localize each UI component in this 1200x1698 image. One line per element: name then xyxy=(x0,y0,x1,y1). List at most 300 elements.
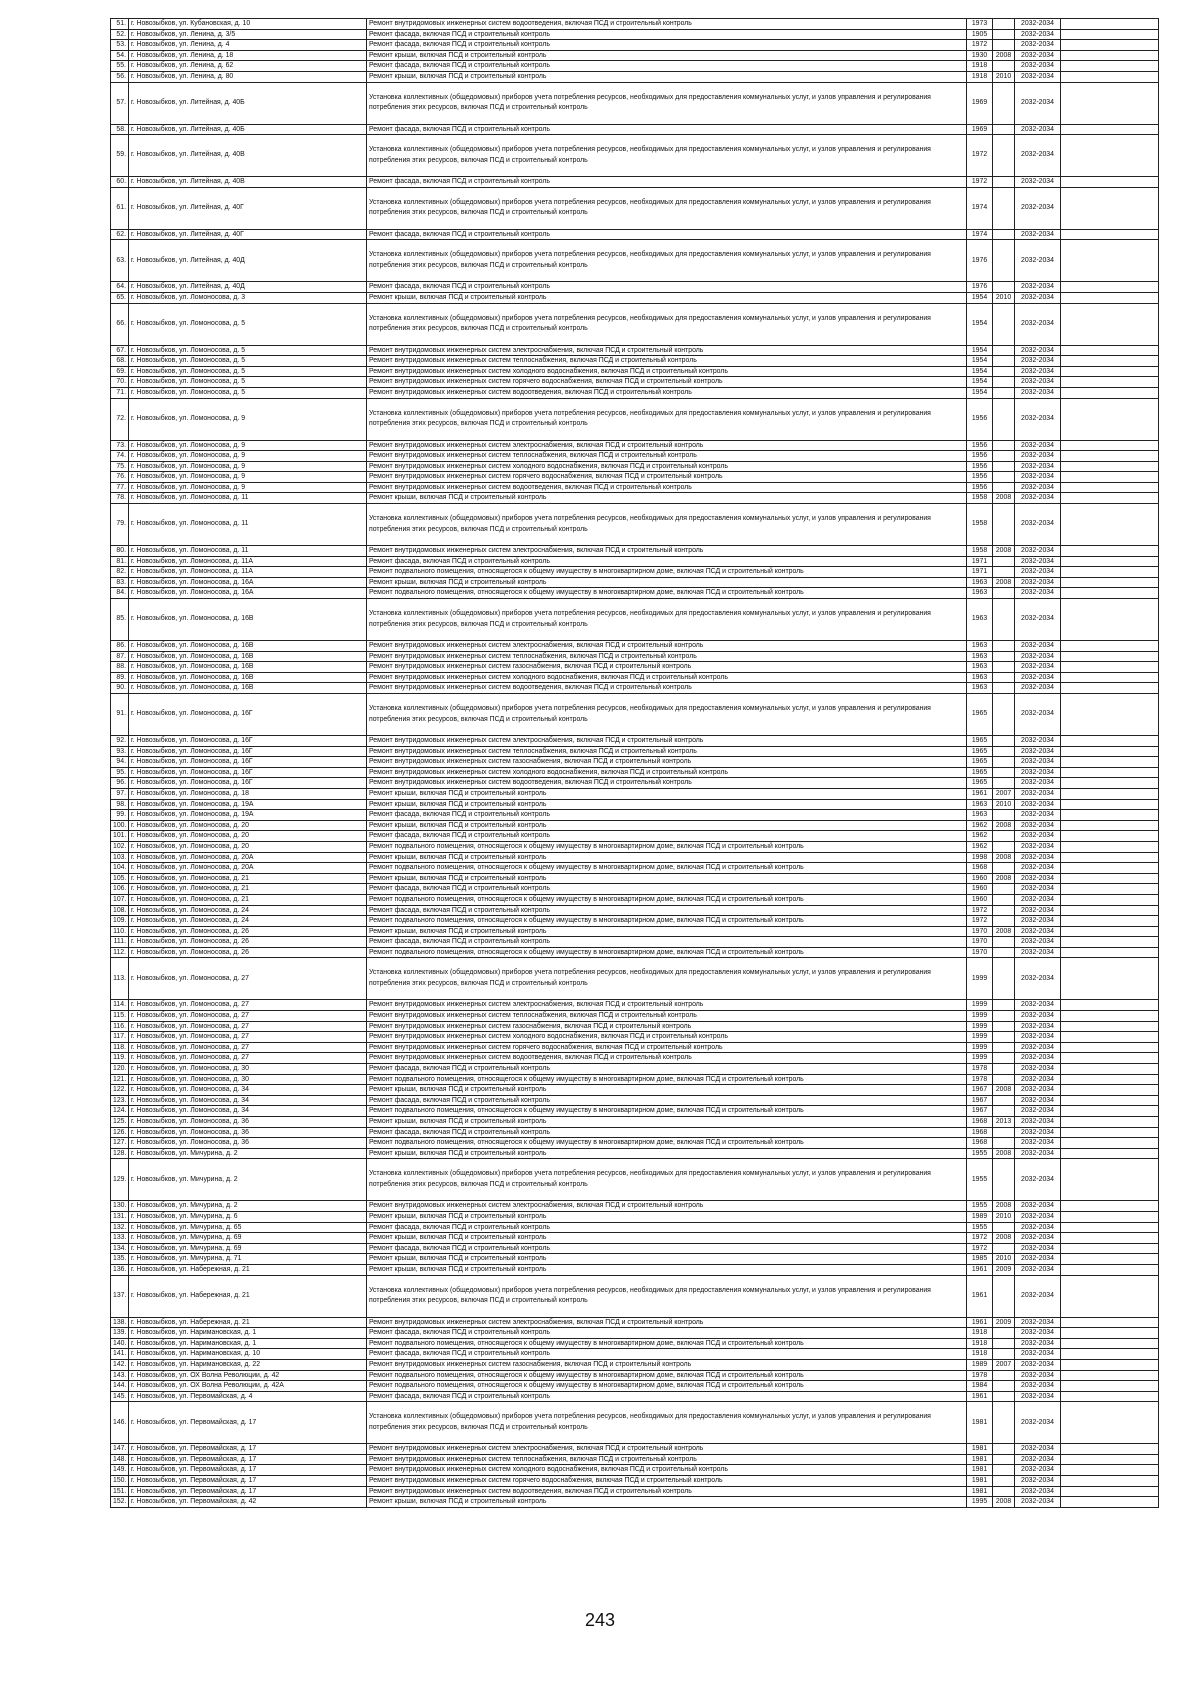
row-planned-period: 2032-2034 xyxy=(1015,1159,1061,1201)
row-last-repair-year xyxy=(993,683,1015,694)
row-work-type: Ремонт внутридомовых инженерных систем теплоснабжения, включая ПСД и строительный контроль xyxy=(367,356,967,367)
row-planned-period: 2032-2034 xyxy=(1015,694,1061,736)
row-work-type: Ремонт фасада, включая ПСД и строительный контроль xyxy=(367,1328,967,1339)
row-number: 132. xyxy=(111,1222,129,1233)
row-last-repair-year xyxy=(993,1381,1015,1392)
row-blank-cell xyxy=(1061,282,1159,293)
row-last-repair-year: 2008 xyxy=(993,1148,1015,1159)
row-last-repair-year xyxy=(993,345,1015,356)
row-build-year: 1969 xyxy=(967,82,993,124)
row-last-repair-year xyxy=(993,229,1015,240)
row-last-repair-year xyxy=(993,599,1015,641)
row-last-repair-year: 2008 xyxy=(993,577,1015,588)
row-work-type: Ремонт фасада, включая ПСД и строительный контроль xyxy=(367,1222,967,1233)
table-row xyxy=(111,1042,1159,1053)
row-work-type: Установка коллективных (общедомовых) приборов учета потребления ресурсов, необходимых для предоставления коммунальных услуг, и узлов управления и регулирования потребления этих ресурсов, включая ПСД и строительный контроль xyxy=(367,1402,967,1444)
row-build-year: 1972 xyxy=(967,905,993,916)
row-work-type: Ремонт фасада, включая ПСД и строительный контроль xyxy=(367,1095,967,1106)
row-planned-period: 2032-2034 xyxy=(1015,1074,1061,1085)
row-number: 75. xyxy=(111,461,129,472)
row-number: 102. xyxy=(111,841,129,852)
table-row xyxy=(111,398,1159,440)
row-address: г. Новозыбков, ул. Ломоносова, д. 5 xyxy=(129,377,367,388)
row-build-year: 1969 xyxy=(967,124,993,135)
row-last-repair-year xyxy=(993,398,1015,440)
row-number: 144. xyxy=(111,1381,129,1392)
row-build-year: 1963 xyxy=(967,672,993,683)
row-last-repair-year xyxy=(993,672,1015,683)
row-number: 105. xyxy=(111,873,129,884)
row-blank-cell xyxy=(1061,757,1159,768)
row-number: 59. xyxy=(111,135,129,177)
row-blank-cell xyxy=(1061,1486,1159,1497)
row-build-year: 1967 xyxy=(967,1095,993,1106)
row-last-repair-year xyxy=(993,1159,1015,1201)
row-last-repair-year xyxy=(993,1032,1015,1043)
row-planned-period: 2032-2034 xyxy=(1015,177,1061,188)
row-planned-period: 2032-2034 xyxy=(1015,778,1061,789)
row-planned-period: 2032-2034 xyxy=(1015,240,1061,282)
row-last-repair-year xyxy=(993,905,1015,916)
row-work-type: Ремонт крыши, включая ПСД и строительный контроль xyxy=(367,788,967,799)
row-last-repair-year xyxy=(993,187,1015,229)
row-blank-cell xyxy=(1061,1148,1159,1159)
row-build-year: 1965 xyxy=(967,778,993,789)
row-address: г. Новозыбков, ул. Литейная, д. 40Б xyxy=(129,82,367,124)
table-row xyxy=(111,1264,1159,1275)
row-number: 117. xyxy=(111,1032,129,1043)
row-planned-period: 2032-2034 xyxy=(1015,1381,1061,1392)
row-build-year: 1963 xyxy=(967,810,993,821)
row-address: г. Новозыбков, ул. Первомайская, д. 42 xyxy=(129,1497,367,1508)
table-row xyxy=(111,820,1159,831)
row-number: 109. xyxy=(111,916,129,927)
row-planned-period: 2032-2034 xyxy=(1015,1064,1061,1075)
row-planned-period: 2032-2034 xyxy=(1015,937,1061,948)
row-build-year: 1999 xyxy=(967,1042,993,1053)
row-planned-period: 2032-2034 xyxy=(1015,841,1061,852)
row-work-type: Ремонт подвального помещения, относящегося к общему имуществу в многоквартирном доме, включая ПСД и строительный контроль xyxy=(367,863,967,874)
row-planned-period: 2032-2034 xyxy=(1015,546,1061,557)
row-build-year: 1974 xyxy=(967,229,993,240)
row-build-year: 1972 xyxy=(967,177,993,188)
row-work-type: Ремонт крыши, включая ПСД и строительный контроль xyxy=(367,873,967,884)
row-blank-cell xyxy=(1061,398,1159,440)
row-planned-period: 2032-2034 xyxy=(1015,1011,1061,1022)
row-last-repair-year xyxy=(993,1011,1015,1022)
row-number: 94. xyxy=(111,757,129,768)
row-blank-cell xyxy=(1061,926,1159,937)
table-row xyxy=(111,1233,1159,1244)
row-build-year: 1956 xyxy=(967,451,993,462)
row-blank-cell xyxy=(1061,377,1159,388)
row-planned-period: 2032-2034 xyxy=(1015,1402,1061,1444)
row-build-year: 1963 xyxy=(967,662,993,673)
row-planned-period: 2032-2034 xyxy=(1015,451,1061,462)
row-number: 72. xyxy=(111,398,129,440)
row-address: г. Новозыбков, ул. Ломоносова, д. 11А xyxy=(129,567,367,578)
row-blank-cell xyxy=(1061,1381,1159,1392)
repair-schedule-table xyxy=(110,18,1159,1508)
row-blank-cell xyxy=(1061,1465,1159,1476)
row-address: г. Новозыбков, ул. Ломоносова, д. 9 xyxy=(129,440,367,451)
row-last-repair-year xyxy=(993,1349,1015,1360)
row-last-repair-year xyxy=(993,1275,1015,1317)
table-row xyxy=(111,1127,1159,1138)
row-address: г. Новозыбков, ул. Наримановская, д. 1 xyxy=(129,1338,367,1349)
row-planned-period: 2032-2034 xyxy=(1015,1138,1061,1149)
row-number: 106. xyxy=(111,884,129,895)
row-build-year: 1956 xyxy=(967,461,993,472)
row-address: г. Новозыбков, ул. Ленина, д. 62 xyxy=(129,61,367,72)
row-work-type: Ремонт внутридомовых инженерных систем холодного водоснабжения, включая ПСД и строительный контроль xyxy=(367,1032,967,1043)
row-work-type: Установка коллективных (общедомовых) приборов учета потребления ресурсов, необходимых для предоставления коммунальных услуг, и узлов управления и регулирования потребления этих ресурсов, включая ПСД и строительный контроль xyxy=(367,694,967,736)
row-blank-cell xyxy=(1061,1243,1159,1254)
row-last-repair-year: 2008 xyxy=(993,546,1015,557)
row-address: г. Новозыбков, ул. Литейная, д. 40В xyxy=(129,135,367,177)
row-last-repair-year: 2008 xyxy=(993,1497,1015,1508)
row-build-year: 1961 xyxy=(967,1264,993,1275)
row-blank-cell xyxy=(1061,736,1159,747)
row-work-type: Ремонт внутридомовых инженерных систем горячего водоснабжения, включая ПСД и строительный контроль xyxy=(367,1476,967,1487)
row-address: г. Новозыбков, ул. Ломоносова, д. 16В xyxy=(129,672,367,683)
row-address: г. Новозыбков, ул. Мичурина, д. 71 xyxy=(129,1254,367,1265)
table-row xyxy=(111,1053,1159,1064)
table-row xyxy=(111,831,1159,842)
row-build-year: 1999 xyxy=(967,958,993,1000)
row-blank-cell xyxy=(1061,1402,1159,1444)
row-work-type: Ремонт внутридомовых инженерных систем водоотведения, включая ПСД и строительный контроль xyxy=(367,387,967,398)
row-planned-period: 2032-2034 xyxy=(1015,1233,1061,1244)
row-blank-cell xyxy=(1061,1106,1159,1117)
row-build-year: 1918 xyxy=(967,71,993,82)
row-planned-period: 2032-2034 xyxy=(1015,672,1061,683)
row-work-type: Ремонт подвального помещения, относящегося к общему имуществу в многоквартирном доме, включая ПСД и строительный контроль xyxy=(367,894,967,905)
row-last-repair-year xyxy=(993,1064,1015,1075)
table-row xyxy=(111,788,1159,799)
row-number: 113. xyxy=(111,958,129,1000)
row-planned-period: 2032-2034 xyxy=(1015,472,1061,483)
row-address: г. Новозыбков, ул. Ломоносова, д. 5 xyxy=(129,366,367,377)
row-number: 110. xyxy=(111,926,129,937)
row-blank-cell xyxy=(1061,831,1159,842)
table-row xyxy=(111,1222,1159,1233)
row-blank-cell xyxy=(1061,1064,1159,1075)
row-blank-cell xyxy=(1061,1011,1159,1022)
row-work-type: Ремонт подвального помещения, относящегося к общему имуществу в многоквартирном доме, включая ПСД и строительный контроль xyxy=(367,1370,967,1381)
row-number: 111. xyxy=(111,937,129,948)
table-row xyxy=(111,556,1159,567)
row-build-year: 1978 xyxy=(967,1074,993,1085)
row-work-type: Установка коллективных (общедомовых) приборов учета потребления ресурсов, необходимых для предоставления коммунальных услуг, и узлов управления и регулирования потребления этих ресурсов, включая ПСД и строительный контроль xyxy=(367,1275,967,1317)
table-row xyxy=(111,651,1159,662)
row-work-type: Ремонт внутридомовых инженерных систем горячего водоснабжения, включая ПСД и строительный контроль xyxy=(367,1042,967,1053)
row-work-type: Ремонт подвального помещения, относящегося к общему имуществу в многоквартирном доме, включая ПСД и строительный контроль xyxy=(367,1138,967,1149)
row-address: г. Новозыбков, ул. Ленина, д. 80 xyxy=(129,71,367,82)
row-build-year: 1962 xyxy=(967,820,993,831)
row-work-type: Установка коллективных (общедомовых) приборов учета потребления ресурсов, необходимых для предоставления коммунальных услуг, и узлов управления и регулирования потребления этих ресурсов, включая ПСД и строительный контроль xyxy=(367,303,967,345)
row-work-type: Ремонт внутридомовых инженерных систем холодного водоснабжения, включая ПСД и строительный контроль xyxy=(367,461,967,472)
row-blank-cell xyxy=(1061,1053,1159,1064)
row-blank-cell xyxy=(1061,303,1159,345)
row-work-type: Ремонт фасада, включая ПСД и строительный контроль xyxy=(367,124,967,135)
row-last-repair-year: 2013 xyxy=(993,1117,1015,1128)
row-address: г. Новозыбков, ул. Ломоносова, д. 27 xyxy=(129,1011,367,1022)
row-number: 80. xyxy=(111,546,129,557)
table-row xyxy=(111,1000,1159,1011)
row-last-repair-year xyxy=(993,1454,1015,1465)
row-last-repair-year xyxy=(993,810,1015,821)
row-last-repair-year xyxy=(993,947,1015,958)
row-planned-period: 2032-2034 xyxy=(1015,82,1061,124)
row-planned-period: 2032-2034 xyxy=(1015,556,1061,567)
row-number: 119. xyxy=(111,1053,129,1064)
row-planned-period: 2032-2034 xyxy=(1015,303,1061,345)
row-planned-period: 2032-2034 xyxy=(1015,282,1061,293)
row-address: г. Новозыбков, ул. Набережная, д. 21 xyxy=(129,1264,367,1275)
row-work-type: Ремонт фасада, включая ПСД и строительный контроль xyxy=(367,831,967,842)
table-row xyxy=(111,366,1159,377)
row-work-type: Ремонт внутридомовых инженерных систем водоотведения, включая ПСД и строительный контроль xyxy=(367,683,967,694)
row-blank-cell xyxy=(1061,472,1159,483)
row-build-year: 1970 xyxy=(967,937,993,948)
row-blank-cell xyxy=(1061,937,1159,948)
row-build-year: 1973 xyxy=(967,19,993,30)
row-number: 135. xyxy=(111,1254,129,1265)
table-row xyxy=(111,1211,1159,1222)
row-work-type: Ремонт внутридомовых инженерных систем газоснабжения, включая ПСД и строительный контроль xyxy=(367,757,967,768)
row-planned-period: 2032-2034 xyxy=(1015,1476,1061,1487)
row-blank-cell xyxy=(1061,177,1159,188)
row-address: г. Новозыбков, ул. Мичурина, д. 69 xyxy=(129,1233,367,1244)
row-address: г. Новозыбков, ул. Ломоносова, д. 9 xyxy=(129,472,367,483)
row-build-year: 1963 xyxy=(967,599,993,641)
row-last-repair-year xyxy=(993,61,1015,72)
row-work-type: Ремонт внутридомовых инженерных систем газоснабжения, включая ПСД и строительный контроль xyxy=(367,662,967,673)
row-work-type: Ремонт внутридомовых инженерных систем электроснабжения, включая ПСД и строительный контроль xyxy=(367,1000,967,1011)
row-planned-period: 2032-2034 xyxy=(1015,1042,1061,1053)
row-number: 101. xyxy=(111,831,129,842)
row-planned-period: 2032-2034 xyxy=(1015,1359,1061,1370)
row-work-type: Установка коллективных (общедомовых) приборов учета потребления ресурсов, необходимых для предоставления коммунальных услуг, и узлов управления и регулирования потребления этих ресурсов, включая ПСД и строительный контроль xyxy=(367,504,967,546)
row-last-repair-year: 2010 xyxy=(993,71,1015,82)
row-planned-period: 2032-2034 xyxy=(1015,40,1061,51)
row-address: г. Новозыбков, ул. Первомайская, д. 17 xyxy=(129,1465,367,1476)
row-address: г. Новозыбков, ул. Ломоносова, д. 16Г xyxy=(129,767,367,778)
row-blank-cell xyxy=(1061,240,1159,282)
row-address: г. Новозыбков, ул. Ломоносова, д. 9 xyxy=(129,451,367,462)
row-blank-cell xyxy=(1061,187,1159,229)
row-address: г. Новозыбков, ул. Ломоносова, д. 5 xyxy=(129,356,367,367)
table-row xyxy=(111,282,1159,293)
row-build-year: 1958 xyxy=(967,493,993,504)
row-blank-cell xyxy=(1061,1275,1159,1317)
row-build-year: 1981 xyxy=(967,1476,993,1487)
row-planned-period: 2032-2034 xyxy=(1015,799,1061,810)
row-build-year: 1954 xyxy=(967,303,993,345)
row-work-type: Установка коллективных (общедомовых) приборов учета потребления ресурсов, необходимых для предоставления коммунальных услуг, и узлов управления и регулирования потребления этих ресурсов, включая ПСД и строительный контроль xyxy=(367,398,967,440)
row-blank-cell xyxy=(1061,788,1159,799)
table-row xyxy=(111,451,1159,462)
row-work-type: Ремонт внутридомовых инженерных систем горячего водоснабжения, включая ПСД и строительный контроль xyxy=(367,377,967,388)
row-planned-period: 2032-2034 xyxy=(1015,1497,1061,1508)
row-build-year: 1961 xyxy=(967,1391,993,1402)
row-work-type: Ремонт фасада, включая ПСД и строительный контроль xyxy=(367,1391,967,1402)
table-row xyxy=(111,599,1159,641)
table-row xyxy=(111,1465,1159,1476)
table-row xyxy=(111,884,1159,895)
row-address: г. Новозыбков, ул. Наримановская, д. 22 xyxy=(129,1359,367,1370)
table-row xyxy=(111,1064,1159,1075)
row-planned-period: 2032-2034 xyxy=(1015,440,1061,451)
table-row xyxy=(111,746,1159,757)
row-work-type: Ремонт внутридомовых инженерных систем электроснабжения, включая ПСД и строительный контроль xyxy=(367,736,967,747)
row-blank-cell xyxy=(1061,746,1159,757)
row-last-repair-year: 2009 xyxy=(993,1264,1015,1275)
table-row xyxy=(111,662,1159,673)
row-address: г. Новозыбков, ул. Литейная, д. 40Г xyxy=(129,229,367,240)
table-row xyxy=(111,1138,1159,1149)
row-work-type: Ремонт подвального помещения, относящегося к общему имуществу в многоквартирном доме, включая ПСД и строительный контроль xyxy=(367,1074,967,1085)
row-number: 118. xyxy=(111,1042,129,1053)
table-body xyxy=(111,19,1159,1508)
row-work-type: Ремонт подвального помещения, относящегося к общему имуществу в многоквартирном доме, включая ПСД и строительный контроль xyxy=(367,588,967,599)
row-build-year: 1998 xyxy=(967,852,993,863)
row-number: 104. xyxy=(111,863,129,874)
row-blank-cell xyxy=(1061,873,1159,884)
row-address: г. Новозыбков, ул. Ломоносова, д. 21 xyxy=(129,884,367,895)
row-number: 116. xyxy=(111,1021,129,1032)
row-planned-period: 2032-2034 xyxy=(1015,873,1061,884)
table-row xyxy=(111,292,1159,303)
row-planned-period: 2032-2034 xyxy=(1015,577,1061,588)
row-last-repair-year xyxy=(993,1074,1015,1085)
row-blank-cell xyxy=(1061,905,1159,916)
row-last-repair-year xyxy=(993,240,1015,282)
table-row xyxy=(111,1328,1159,1339)
row-planned-period: 2032-2034 xyxy=(1015,947,1061,958)
row-address: г. Новозыбков, ул. Мичурина, д. 2 xyxy=(129,1148,367,1159)
row-build-year: 1954 xyxy=(967,292,993,303)
row-address: г. Новозыбков, ул. Ломоносова, д. 36 xyxy=(129,1127,367,1138)
row-address: г. Новозыбков, ул. Ломоносова, д. 16В xyxy=(129,641,367,652)
row-planned-period: 2032-2034 xyxy=(1015,588,1061,599)
table-row xyxy=(111,841,1159,852)
table-row xyxy=(111,187,1159,229)
row-last-repair-year: 2009 xyxy=(993,1317,1015,1328)
row-address: г. Новозыбков, ул. Ломоносова, д. 11 xyxy=(129,546,367,557)
row-build-year: 1984 xyxy=(967,1381,993,1392)
row-address: г. Новозыбков, ул. Мичурина, д. 69 xyxy=(129,1243,367,1254)
row-planned-period: 2032-2034 xyxy=(1015,398,1061,440)
row-build-year: 1956 xyxy=(967,398,993,440)
row-address: г. Новозыбков, ул. Ломоносова, д. 3 xyxy=(129,292,367,303)
table-row xyxy=(111,177,1159,188)
row-last-repair-year xyxy=(993,1222,1015,1233)
row-number: 88. xyxy=(111,662,129,673)
row-blank-cell xyxy=(1061,958,1159,1000)
row-blank-cell xyxy=(1061,546,1159,557)
row-work-type: Ремонт фасада, включая ПСД и строительный контроль xyxy=(367,1243,967,1254)
row-work-type: Ремонт внутридомовых инженерных систем электроснабжения, включая ПСД и строительный контроль xyxy=(367,345,967,356)
row-planned-period: 2032-2034 xyxy=(1015,1264,1061,1275)
row-blank-cell xyxy=(1061,651,1159,662)
row-work-type: Ремонт фасада, включая ПСД и строительный контроль xyxy=(367,29,967,40)
row-planned-period: 2032-2034 xyxy=(1015,461,1061,472)
row-last-repair-year xyxy=(993,1095,1015,1106)
row-blank-cell xyxy=(1061,1074,1159,1085)
row-planned-period: 2032-2034 xyxy=(1015,61,1061,72)
row-blank-cell xyxy=(1061,641,1159,652)
row-last-repair-year xyxy=(993,736,1015,747)
row-last-repair-year xyxy=(993,1465,1015,1476)
row-work-type: Ремонт фасада, включая ПСД и строительный контроль xyxy=(367,177,967,188)
row-last-repair-year: 2008 xyxy=(993,820,1015,831)
row-address: г. Новозыбков, ул. Ломоносова, д. 26 xyxy=(129,926,367,937)
row-address: г. Новозыбков, ул. Первомайская, д. 4 xyxy=(129,1391,367,1402)
row-address: г. Новозыбков, ул. Ломоносова, д. 9 xyxy=(129,461,367,472)
row-number: 103. xyxy=(111,852,129,863)
table-row xyxy=(111,229,1159,240)
row-build-year: 1971 xyxy=(967,567,993,578)
row-address: г. Новозыбков, ул. Ломоносова, д. 16Г xyxy=(129,694,367,736)
table-row xyxy=(111,40,1159,51)
row-blank-cell xyxy=(1061,1254,1159,1265)
row-work-type: Ремонт внутридомовых инженерных систем теплоснабжения, включая ПСД и строительный контроль xyxy=(367,1454,967,1465)
row-work-type: Установка коллективных (общедомовых) приборов учета потребления ресурсов, необходимых для предоставления коммунальных услуг, и узлов управления и регулирования потребления этих ресурсов, включая ПСД и строительный контроль xyxy=(367,135,967,177)
row-work-type: Ремонт подвального помещения, относящегося к общему имуществу в многоквартирном доме, включая ПСД и строительный контроль xyxy=(367,1338,967,1349)
row-last-repair-year xyxy=(993,958,1015,1000)
row-work-type: Ремонт фасада, включая ПСД и строительный контроль xyxy=(367,556,967,567)
row-build-year: 1999 xyxy=(967,1021,993,1032)
row-planned-period: 2032-2034 xyxy=(1015,482,1061,493)
row-planned-period: 2032-2034 xyxy=(1015,29,1061,40)
row-last-repair-year xyxy=(993,662,1015,673)
row-blank-cell xyxy=(1061,556,1159,567)
row-address: г. Новозыбков, ул. Ломоносова, д. 20 xyxy=(129,820,367,831)
row-last-repair-year xyxy=(993,694,1015,736)
row-work-type: Ремонт фасада, включая ПСД и строительный контроль xyxy=(367,282,967,293)
table-row xyxy=(111,135,1159,177)
row-number: 99. xyxy=(111,810,129,821)
row-last-repair-year xyxy=(993,863,1015,874)
row-last-repair-year: 2008 xyxy=(993,926,1015,937)
row-planned-period: 2032-2034 xyxy=(1015,1391,1061,1402)
row-build-year: 1954 xyxy=(967,356,993,367)
row-address: г. Новозыбков, ул. Ломоносова, д. 5 xyxy=(129,303,367,345)
table-row xyxy=(111,937,1159,948)
row-work-type: Ремонт крыши, включая ПСД и строительный контроль xyxy=(367,1117,967,1128)
row-build-year: 1981 xyxy=(967,1454,993,1465)
row-number: 98. xyxy=(111,799,129,810)
row-build-year: 1905 xyxy=(967,29,993,40)
row-address: г. Новозыбков, ул. Литейная, д. 40Д xyxy=(129,282,367,293)
row-build-year: 1968 xyxy=(967,1117,993,1128)
row-build-year: 1955 xyxy=(967,1201,993,1212)
row-work-type: Ремонт фасада, включая ПСД и строительный контроль xyxy=(367,937,967,948)
row-number: 66. xyxy=(111,303,129,345)
row-work-type: Ремонт крыши, включая ПСД и строительный контроль xyxy=(367,926,967,937)
row-blank-cell xyxy=(1061,894,1159,905)
row-blank-cell xyxy=(1061,1370,1159,1381)
row-build-year: 1954 xyxy=(967,387,993,398)
row-address: г. Новозыбков, ул. Ломоносова, д. 16Г xyxy=(129,757,367,768)
row-address: г. Новозыбков, ул. Ломоносова, д. 24 xyxy=(129,916,367,927)
row-planned-period: 2032-2034 xyxy=(1015,884,1061,895)
row-last-repair-year xyxy=(993,303,1015,345)
row-build-year: 1972 xyxy=(967,40,993,51)
row-number: 90. xyxy=(111,683,129,694)
